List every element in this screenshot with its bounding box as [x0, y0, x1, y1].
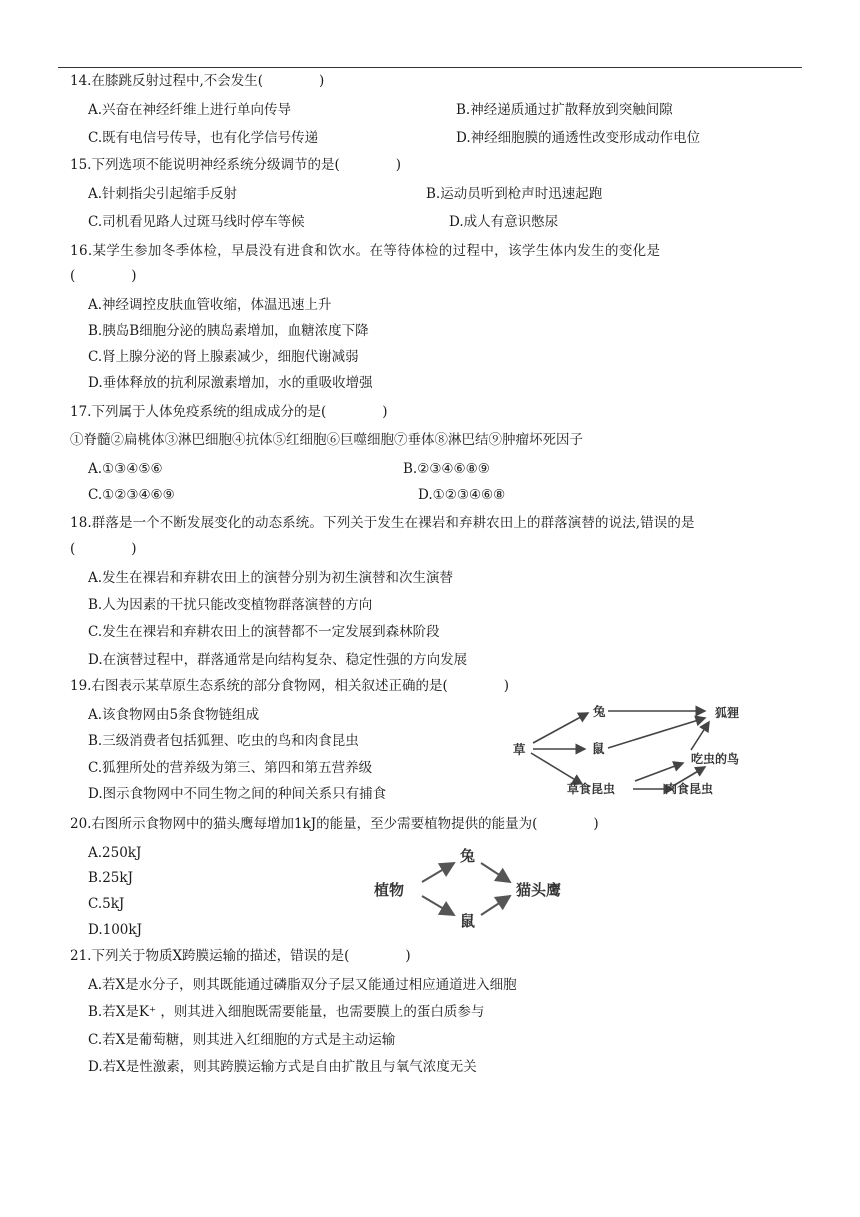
q16-option-b: B.胰岛B细胞分泌的胰岛素增加，血糖浓度下降 — [88, 323, 369, 339]
q17-option-c: C.①②③④⑥⑨ — [88, 487, 175, 503]
q19-node-fox: 狐狸 — [715, 706, 740, 720]
q19-option-d: D.图示食物网中不同生物之间的种间关系只有捕食 — [88, 786, 387, 802]
q16-bracket: ( ) — [70, 268, 137, 284]
q18-option-b: B.人为因素的干扰只能改变植物群落演替的方向 — [88, 597, 373, 613]
q16-option-c: C.肾上腺分泌的肾上腺素减少，细胞代谢减弱 — [88, 349, 359, 365]
q19-node-mouse: 鼠 — [592, 741, 605, 756]
q17-option-d: D.①②③④⑥⑧ — [418, 487, 506, 503]
q14-option-b: B.神经递质通过扩散释放到突触间隙 — [456, 102, 673, 118]
q17-option-a: A.①③④⑤⑥ — [88, 461, 163, 477]
q18-stem: 18.群落是一个不断发展变化的动态系统。下列关于发生在裸岩和弃耕农田上的群落演替的说法,错误的是 — [70, 515, 695, 531]
q21-option-c: C.若X是葡萄糖，则其进入红细胞的方式是主动运输 — [88, 1032, 396, 1048]
q20-node-rabbit: 兔 — [460, 847, 476, 865]
q21-option-d: D.若X是性激素，则其跨膜运输方式是自由扩散且与氧气浓度无关 — [88, 1059, 477, 1075]
q19-web-arrows — [531, 711, 709, 789]
q15-option-a: A.针刺指尖引起缩手反射 — [88, 186, 238, 202]
q15-option-c: C.司机看见路人过斑马线时停车等候 — [88, 214, 305, 230]
q20-node-plant: 植物 — [374, 881, 405, 899]
q20-stem: 20.右图所示食物网中的猫头鹰每增加1kJ的能量，至少需要植物提供的能量为( ) — [70, 816, 599, 832]
q19-node-carnivorous-insect: 肉食昆虫 — [665, 782, 714, 796]
q19-node-insectivorous-bird: 吃虫的鸟 — [691, 752, 740, 766]
q18-option-d: D.在演替过程中，群落通常是向结构复杂、稳定性强的方向发展 — [88, 652, 468, 668]
q15-option-b: B.运动员听到枪声时迅速起跑 — [426, 186, 603, 202]
q19-node-herbivorous-insect: 草食昆虫 — [567, 782, 616, 796]
q20-node-owl: 猫头鹰 — [516, 881, 562, 899]
q16-option-a: A.神经调控皮肤血管收缩，体温迅速上升 — [88, 297, 332, 313]
q21-option-b: B.若X是K⁺ ，则其进入细胞既需要能量，也需要膜上的蛋白质参与 — [88, 1004, 485, 1020]
header-rule — [58, 67, 802, 68]
q14-option-c: C.既有电信号传导，也有化学信号传递 — [88, 130, 319, 146]
q14-stem: 14.在膝跳反射过程中,不会发生( ) — [70, 73, 325, 89]
q19-option-b: B.三级消费者包括狐狸、吃虫的鸟和肉食昆虫 — [88, 733, 359, 749]
q19-option-c: C.狐狸所处的营养级为第三、第四和第五营养级 — [88, 760, 373, 776]
q18-option-a: A.发生在裸岩和弃耕农田上的演替分别为初生演替和次生演替 — [88, 570, 454, 586]
q17-option-b: B.②③④⑥⑧⑨ — [403, 461, 490, 477]
q15-stem: 15.下列选项不能说明神经系统分级调节的是( ) — [70, 157, 402, 173]
q17-item-list: ①脊髓②扁桃体③淋巴细胞④抗体⑤红细胞⑥巨噬细胞⑦垂体⑧淋巴结⑨肿瘤坏死因子 — [70, 432, 583, 448]
q19-node-grass: 草 — [513, 742, 526, 757]
q17-stem: 17.下列属于人体免疫系统的组成成分的是( ) — [70, 404, 388, 420]
q16-stem: 16.某学生参加冬季体检，早晨没有进食和饮水。在等待体检的过程中，该学生体内发生的变化是 — [70, 243, 661, 259]
q16-option-d: D.垂体释放的抗利尿激素增加，水的重吸收增强 — [88, 375, 373, 391]
q18-bracket: ( ) — [70, 541, 137, 557]
q19-option-a: A.该食物网由5条食物链组成 — [88, 707, 260, 723]
q20-option-b: B.25kJ — [88, 870, 133, 886]
q20-option-a: A.250kJ — [88, 845, 142, 861]
q15-option-d: D.成人有意识憋尿 — [449, 214, 559, 230]
q20-food-web-diagram — [368, 840, 618, 936]
q20-option-c: C.5kJ — [88, 896, 125, 912]
q20-node-mouse: 鼠 — [460, 912, 476, 930]
q21-option-a: A.若X是水分子，则其既能通过磷脂双分子层又能通过相应通道进入细胞 — [88, 977, 517, 993]
q20-web-arrows — [422, 863, 510, 915]
q14-option-a: A.兴奋在神经纤维上进行单向传导 — [88, 102, 292, 118]
q21-stem: 21.下列关于物质X跨膜运输的描述，错误的是( ) — [70, 948, 411, 964]
q19-stem: 19.右图表示某草原生态系统的部分食物网，相关叙述正确的是( ) — [70, 678, 510, 694]
q19-food-web-diagram — [505, 700, 760, 802]
q20-option-d: D.100kJ — [88, 922, 142, 938]
q19-node-rabbit: 兔 — [593, 704, 606, 719]
q14-option-d: D.神经细胞膜的通透性改变形成动作电位 — [456, 130, 701, 146]
q18-option-c: C.发生在裸岩和弃耕农田上的演替都不一定发展到森林阶段 — [88, 624, 440, 640]
